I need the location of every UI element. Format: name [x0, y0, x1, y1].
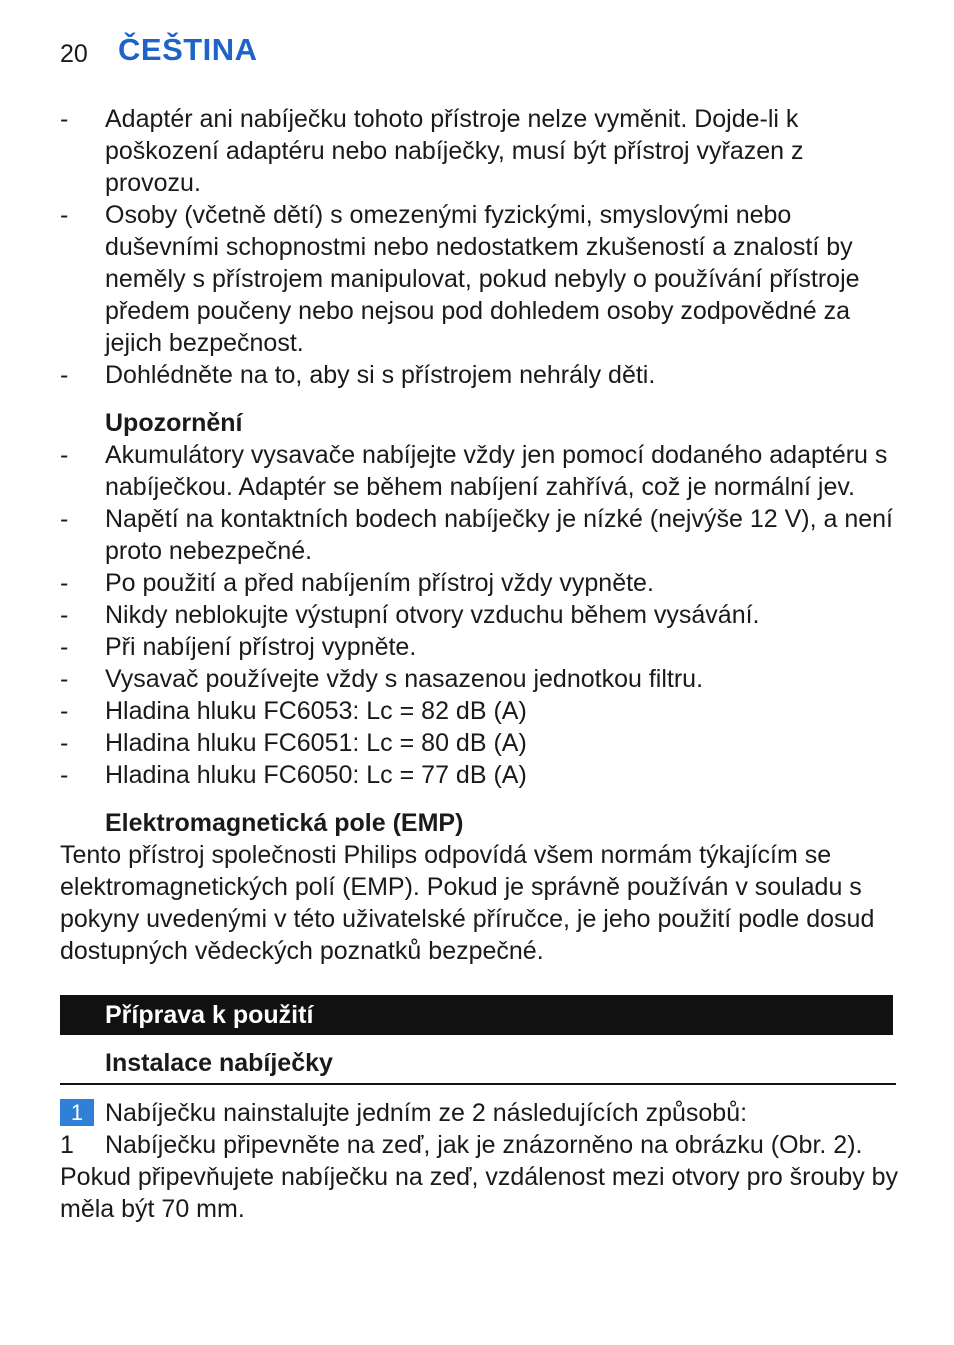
emf-heading: Elektromagnetická pole (EMP)	[105, 809, 464, 837]
list-item: - Osoby (včetně dětí) s omezenými fyzickými, smyslovými nebo duševními schopnostmi nebo nedostatkem zkušeností a znalostí by neměly s přístrojem manipulovat, pokud nebyly o používání přístroje předem poučeny nebo nejsou pod dohledem osoby zodpovědné za jejich bezpečnost.	[60, 201, 860, 357]
language-title: ČEŠTINA	[118, 32, 258, 67]
note-paragraph: Pokud připevňujete nabíječku na zeď, vzdálenost mezi otvory pro šrouby by měla být 70 mm.	[60, 1163, 899, 1223]
caution-heading: Upozornění	[105, 409, 243, 437]
list-item: - Dohlédněte na to, aby si s přístrojem nehrály děti.	[60, 361, 656, 389]
page-number: 20	[60, 40, 88, 68]
list-item: - Napětí na kontaktních bodech nabíječky je nízké (nejvýše 12 V), a není proto nebezpečné.	[60, 505, 893, 565]
step-number-badge: 1	[60, 1099, 94, 1126]
list-item: - Vysavač používejte vždy s nasazenou jednotkou filtru.	[60, 665, 704, 693]
list-item: - Adaptér ani nabíječku tohoto přístroje nelze vyměnit. Dojde-li k poškození adaptéru nebo nabíječky, musí být přístroj vyřazen z provozu.	[60, 105, 804, 197]
list-item: - Nikdy neblokujte výstupní otvory vzduchu během vysávání.	[60, 601, 760, 629]
list-item: - Hladina hluku FC6051: Lc = 80 dB (A)	[60, 729, 527, 757]
list-item: - Hladina hluku FC6053: Lc = 82 dB (A)	[60, 697, 527, 725]
subsection-title: Instalace nabíječky	[60, 1047, 896, 1085]
section-title-bar: Příprava k použití	[60, 995, 893, 1035]
step-text: Nabíječku nainstalujte jedním ze 2 následujících způsobů:	[105, 1099, 748, 1127]
list-item: - Po použití a před nabíjením přístroj vždy vypněte.	[60, 569, 654, 597]
list-item: - Akumulátory vysavače nabíjejte vždy jen pomocí dodaného adaptéru s nabíječkou. Adaptér se během nabíjení zahřívá, což je normální jev.	[60, 441, 888, 501]
substep-text: Nabíječku připevněte na zeď, jak je znázorněno na obrázku (Obr. 2).	[105, 1131, 863, 1159]
list-item: - Hladina hluku FC6050: Lc = 77 dB (A)	[60, 761, 527, 789]
emf-paragraph: Tento přístroj společnosti Philips odpovídá všem normám týkajícím se elektromagnetických polí (EMP). Pokud je správně používán v souladu s pokyny uvedenými v této uživatelské příručce, je jeho použití podle dosud dostupných vědeckých poznatků bezpečné.	[60, 841, 875, 965]
substep-number: 1	[60, 1131, 74, 1159]
page-content	[60, 103, 900, 1225]
step-row	[60, 1097, 900, 1129]
substep-row	[60, 1129, 900, 1161]
list-item: - Při nabíjení přístroj vypněte.	[60, 633, 417, 661]
